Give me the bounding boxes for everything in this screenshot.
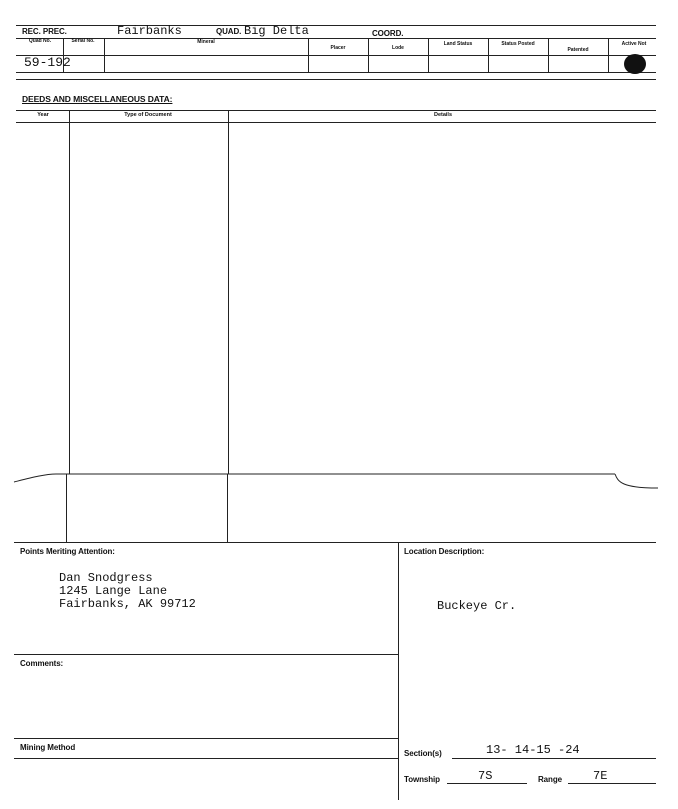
deeds-line-header [16,122,656,123]
range-underline [568,783,656,784]
col-active-not: Active Not [621,41,647,47]
divider [368,38,369,72]
serial-value: 59-192 [24,55,71,70]
coord-label: COORD. [372,29,404,38]
section-underline [452,758,656,759]
deeds-divider-1 [69,110,70,474]
divider [428,38,429,72]
range-value: 7E [593,769,608,783]
rec-prec-value: Fairbanks [117,24,182,38]
township-label: Township [404,775,440,784]
deeds-col-details: Details [433,112,453,118]
divider [548,38,549,72]
deeds-col-type: Type of Document [124,112,172,118]
section-label: Section(s) [404,749,442,758]
divider [104,38,105,72]
deeds-title: DEEDS AND MISCELLANEOUS DATA: [22,94,173,104]
col-patented: Patented [567,47,589,53]
township-value: 7S [478,769,493,783]
location-label: Location Description: [404,547,485,556]
col-status-posted: Status Posted [501,41,535,47]
location-value: Buckeye Cr. [437,599,517,613]
rec-prec-label: REC. PREC. [22,27,67,36]
mining-line-top [14,738,398,739]
comments-line [14,654,398,655]
header-line-bottom [16,79,656,80]
page-seam [0,462,678,496]
col-mineral: Mineral [197,39,215,45]
header-line-3 [16,55,656,56]
header-line-top [16,25,656,26]
divider [308,38,309,72]
deeds-divider-1-lower [66,474,67,542]
col-serial-no: Serial No. [71,38,95,44]
points-line-1: Dan Snodgress [59,571,153,585]
deeds-line-top [16,110,656,111]
range-label: Range [538,775,562,784]
quad-value: Big Delta [244,24,309,38]
deeds-divider-2-lower [227,474,228,542]
col-placer: Placer [330,45,346,51]
deeds-col-year: Year [37,112,49,118]
township-underline [447,783,527,784]
divider [488,38,489,72]
points-line-2: 1245 Lange Lane [59,584,168,598]
col-lode: Lode [392,45,404,51]
mining-line-bottom [14,758,398,759]
deeds-divider-2 [228,110,229,474]
col-land-status: Land Status [443,41,473,47]
points-label: Points Meriting Attention: [20,547,115,556]
points-line-3: Fairbanks, AK 99712 [59,597,196,611]
section-value: 13- 14-15 -24 [486,743,580,757]
active-marker-dot [624,54,646,74]
mining-label: Mining Method [20,743,76,752]
lower-divider-vertical [398,542,399,800]
quad-label: QUAD. [216,27,242,36]
col-quad-no: Quad No. [28,38,52,44]
lower-line-top [14,542,656,543]
divider [608,38,609,72]
comments-label: Comments: [20,659,64,668]
header-line-2 [16,38,656,39]
header-line-4 [16,72,656,73]
